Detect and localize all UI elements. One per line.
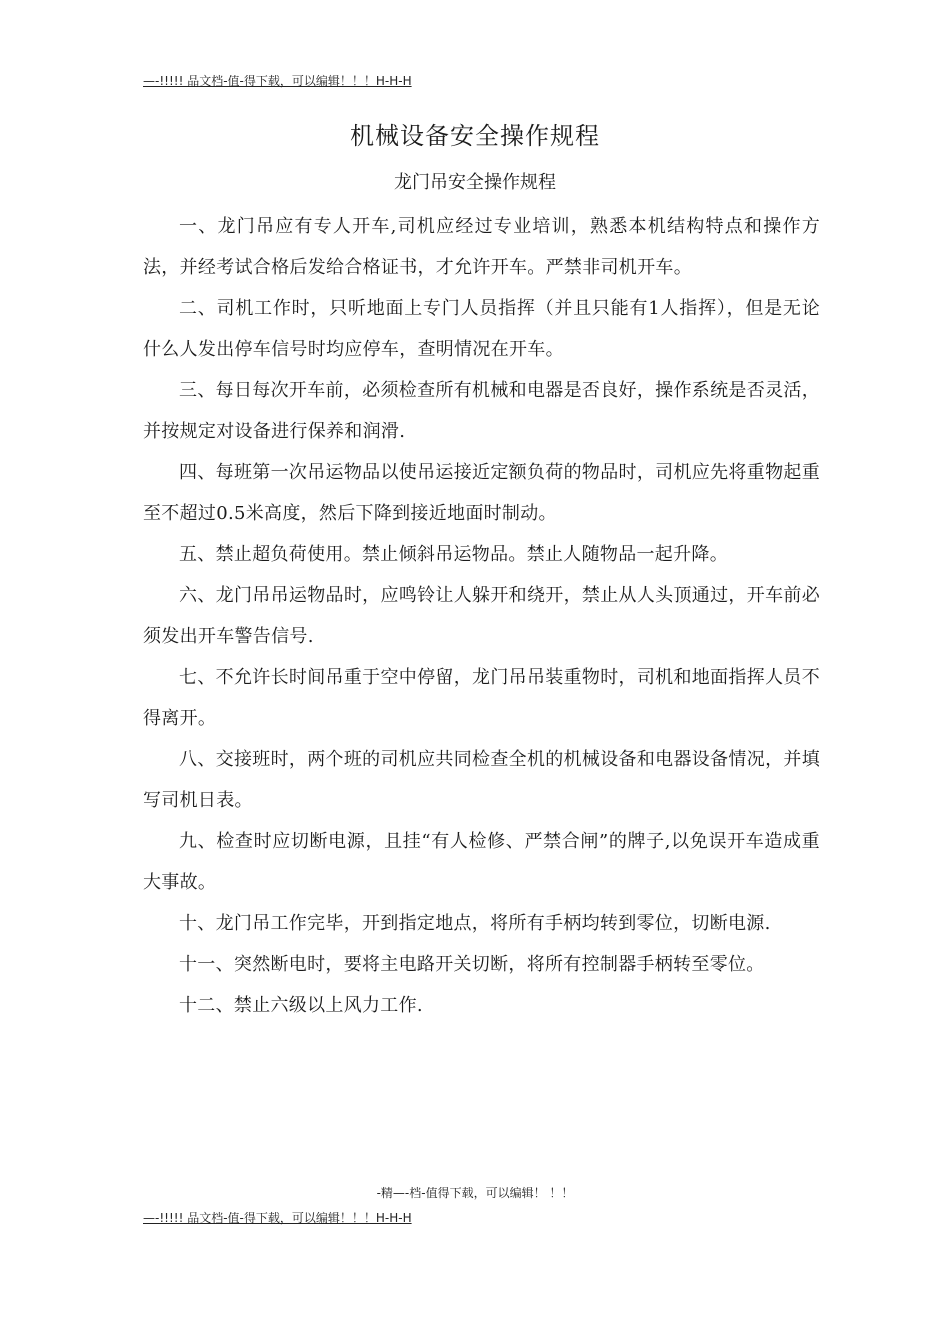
header-watermark: —-!!!!! 品文档-值-得下载，可以编辑！！！H-H-H <box>143 74 412 88</box>
rule-paragraph-10: 十、龙门吊工作完毕，开到指定地点，将所有手柄均转到零位，切断电源. <box>179 913 771 934</box>
document-body <box>143 206 820 1026</box>
footer-center-text: -精—-档-值得下载，可以编辑！ ！！ <box>376 1186 574 1200</box>
rule-paragraph-7: 七、不允许长时间吊重于空中停留，龙门吊吊装重物时，司机和地面指挥人员不得离开。 <box>143 667 820 729</box>
rule-paragraph-3: 三、每日每次开车前，必须检查所有机械和电器是否良好，操作系统是否灵活，并按规定对设备进行保养和润滑. <box>143 380 820 442</box>
rule-paragraph-5: 五、禁止超负荷使用。禁止倾斜吊运物品。禁止人随物品一起升降。 <box>179 544 728 565</box>
document-title: 机械设备安全操作规程 <box>350 122 600 150</box>
rule-paragraph-11: 十一、突然断电时，要将主电路开关切断，将所有控制器手柄转至零位。 <box>179 954 765 975</box>
footer-watermark: —-!!!!! 品文档-值-得下载，可以编辑！！！H-H-H <box>143 1211 412 1225</box>
rule-paragraph-6: 六、龙门吊吊运物品时，应鸣铃让人躲开和绕开，禁止从人头顶通过，开车前必须发出开车警告信号. <box>143 585 820 647</box>
rule-paragraph-8: 八、交接班时，两个班的司机应共同检查全机的机械设备和电器设备情况，并填写司机日表。 <box>143 749 820 811</box>
rule-paragraph-1: 一、龙门吊应有专人开车,司机应经过专业培训，熟悉本机结构特点和操作方法，并经考试合格后发给合格证书，才允许开车。严禁非司机开车。 <box>143 216 820 278</box>
rule-paragraph-2: 二、司机工作时，只听地面上专门人员指挥（并且只能有1人指挥），但是无论什么人发出停车信号时均应停车，查明情况在开车。 <box>143 298 820 360</box>
rule-paragraph-12: 十二、禁止六级以上风力工作. <box>179 995 423 1016</box>
document-subtitle: 龙门吊安全操作规程 <box>394 172 556 193</box>
rule-paragraph-4: 四、每班第一次吊运物品以使吊运接近定额负荷的物品时，司机应先将重物起重至不超过0.5米高度，然后下降到接近地面时制动。 <box>143 462 820 524</box>
rule-paragraph-9: 九、检查时应切断电源，且挂“有人检修、严禁合闸”的牌子,以免误开车造成重大事故。 <box>143 831 820 893</box>
